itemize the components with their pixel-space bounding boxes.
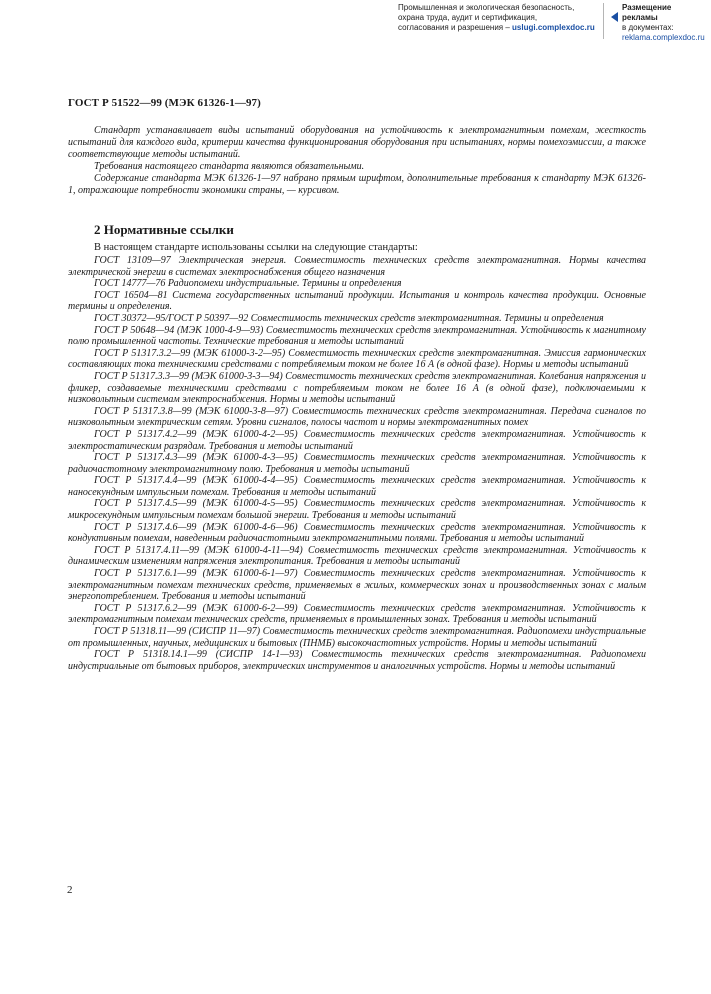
section-lead: В настоящем стандарте использованы ссылки на следующие стандарты: xyxy=(94,242,418,253)
reference-item: ГОСТ Р 51317.4.3—99 (МЭК 61000-4-3—95) Совместимость технических средств электромагнитная. Устойчивость к радиочастотному электромагнитному полю. Требования и методы испытаний xyxy=(68,452,646,475)
reference-item: ГОСТ Р 51317.3.3—99 (МЭК 61000-3-3—94) Совместимость технических средств электромагнитная. Колебания напряжения и фликер, создаваемые техническими средствами с потребляемым током не более 16 А (в одной фазе), подключаемыми к низковольтным системам электроснабжения. Нормы и методы испытаний xyxy=(68,370,646,406)
ad-banner-services xyxy=(398,3,604,33)
reference-item: ГОСТ Р 51317.6.2—99 (МЭК 61000-6-2—99) Совместимость технических средств электромагнитная. Устойчивость к электромагнитным помехам технических средств, применяемых в промышленных зонах. Требования и методы испытаний xyxy=(68,602,646,626)
ad-divider xyxy=(603,3,604,39)
ad-services-line-3 xyxy=(398,23,604,33)
reference-item: ГОСТ Р 51317.4.5—99 (МЭК 61000-4-5—95) Совместимость технических средств электромагнитная. Устойчивость к микросекундным импульсным помехам большой энергии. Требования и методы испытаний xyxy=(68,498,646,522)
reference-item: ГОСТ Р 51318.11—99 (СИСПР 11—97) Совместимость технических средств электромагнитная. Радиопомехи индустриальные от промышленных, научных, медицинских и бытовых (ПНМБ) высокочастотных устройств. Нормы и методы испытаний xyxy=(68,626,646,649)
reference-item: ГОСТ Р 50648—94 (МЭК 1000-4-9—93) Совместимость технических средств электромагнитная. Устойчивость к магнитному полю промышленной частоты. Технические требования и методы испытаний xyxy=(68,324,646,348)
reference-item: ГОСТ 30372—95/ГОСТ Р 50397—92 Совместимость технических средств электромагнитная. Термины и определения xyxy=(94,312,604,324)
reference-item: ГОСТ Р 51317.4.6—99 (МЭК 61000-4-6—96) Совместимость технических средств электромагнитная. Устойчивость к кондуктивным помехам, наведенным радиочастотными электромагнитными полями. Требования и методы испытаний xyxy=(68,521,646,545)
ad-advertising-link[interactable]: reklama.complexdoc.ru xyxy=(622,33,705,42)
reference-item: ГОСТ Р 51317.3.2—99 (МЭК 61000-3-2—95) Совместимость технических средств электромагнитная. Эмиссия гармонических составляющих тока техническими средствами с потребляемым током не более 16 А (в одной фазе). Нормы и методы испытаний xyxy=(68,347,646,371)
ad-banner-advertising xyxy=(622,3,708,43)
page-number: 2 xyxy=(67,884,73,896)
ad-services-line-2: охрана труда, аудит и сертификация, xyxy=(398,13,538,22)
arrow-left-icon xyxy=(611,12,618,22)
reference-item: ГОСТ Р 51318.14.1—99 (СИСПР 14-1—93) Совместимость технических средств электромагнитная. Радиопомехи индустриальные от бытовых приборов, электрических инструментов и аналогичных устройств. Нормы и методы испытаний xyxy=(68,649,646,672)
reference-item: ГОСТ Р 51317.4.4—99 (МЭК 61000-4-4—95) Совместимость технических средств электромагнитная. Устойчивость к наносекундным импульсным помехам. Требования и методы испытаний xyxy=(68,475,646,498)
document-header: ГОСТ Р 51522—99 (МЭК 61326-1—97) xyxy=(68,97,261,109)
reference-item: ГОСТ Р 51317.6.1—99 (МЭК 61000-6-1—97) Совместимость технических средств электромагнитная. Устойчивость к электромагнитным помехам технических средств, применяемых в жилых, коммерческих зонах и производственных зонах с малым энергопотреблением. Требования и методы испытаний xyxy=(68,568,646,603)
reference-item: ГОСТ 16504—81 Система государственных испытаний продукции. Испытания и контроль качества продукции. Основные термины и определения. xyxy=(68,289,646,313)
reference-item: ГОСТ Р 51317.3.8—99 (МЭК 61000-3-8—97) Совместимость технических средств электромагнитная. Передача сигналов по низковольтным электрическим сетям. Уровни сигналов, полосы частот и нормы электромагнитных помех xyxy=(68,405,646,429)
section-title: 2 Нормативные ссылки xyxy=(94,222,234,237)
intro-section xyxy=(68,125,646,197)
ad-advertising-title: Размещение рекламы xyxy=(622,3,672,22)
intro-paragraph-mandatory: Требования настоящего стандарта являются обязательными. xyxy=(94,161,365,172)
ad-advertising-subtitle: в документах: xyxy=(622,23,674,32)
intro-paragraph-typography: Содержание стандарта МЭК 61326-1—97 набрано прямым шрифтом, дополнительные требования к стандарту МЭК 61326-1, отражающие потребности экономики страны, — курсивом. xyxy=(68,173,646,196)
reference-item: ГОСТ 14777—76 Радиопомехи индустриальные. Термины и определения xyxy=(94,278,402,290)
ad-services-link[interactable]: uslugi.complexdoc.ru xyxy=(512,23,595,32)
intro-paragraph-scope: Стандарт устанавливает виды испытаний оборудования на устойчивость к электромагнитным помехам, жесткость испытаний для каждого вида, критерии качества функционирования оборудования при испытаниях, нормы помехоэмиссии, а также соответствующие методы испытаний. xyxy=(68,125,646,160)
references-list xyxy=(68,255,646,672)
ad-services-prefix: согласования и разрешения – xyxy=(398,23,513,32)
ad-services-line-1: Промышленная и экологическая безопасность, xyxy=(398,3,575,12)
reference-item: ГОСТ 13109—97 Электрическая энергия. Совместимость технических средств электромагнитная. Нормы качества электрической энергии в системах электроснабжения общего назначения xyxy=(68,255,646,278)
reference-item: ГОСТ Р 51317.4.11—99 (МЭК 61000-4-11—94) Совместимость технических средств электромагнитная. Устойчивость к динамическим изменениям напряжения электропитания. Требования и методы испытаний xyxy=(68,544,646,568)
reference-item: ГОСТ Р 51317.4.2—99 (МЭК 61000-4-2—95) Совместимость технических средств электромагнитная. Устойчивость к электростатическим разрядам. Требования и методы испытаний xyxy=(68,428,646,452)
